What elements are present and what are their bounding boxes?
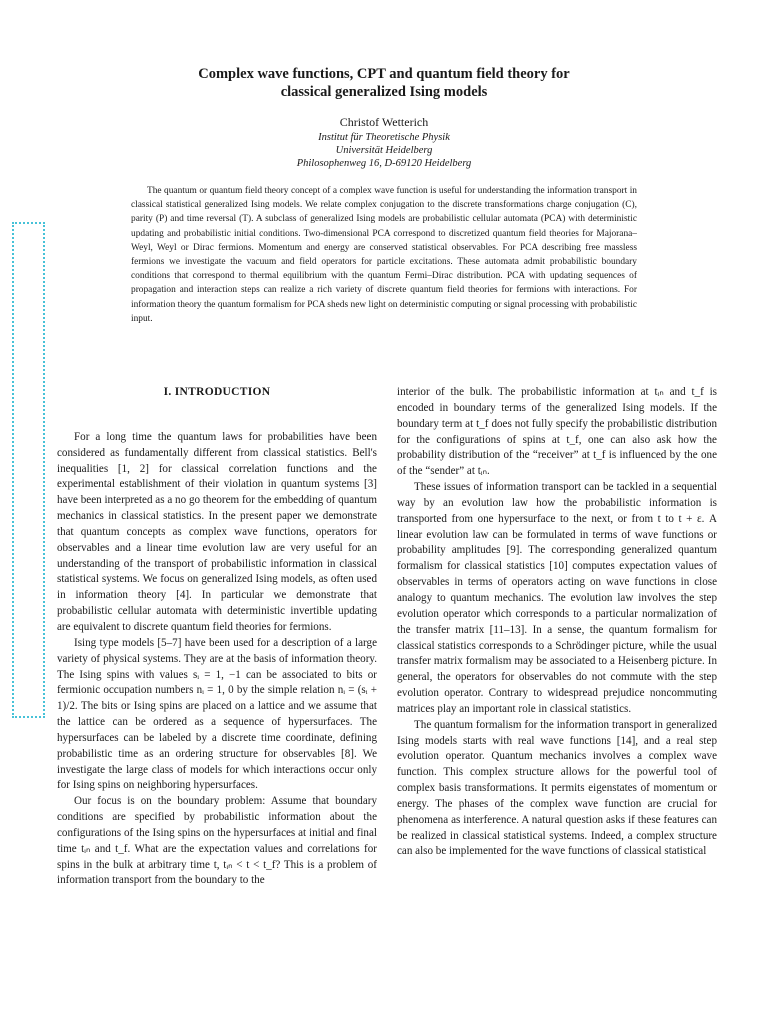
paragraph: Our focus is on the boundary problem: Assume that boundary conditions are specified by probabilistic information about the configurations of the Ising spins on the hypersurfaces at initial and final time tᵢₙ and t_f. What are the expectation values and correlations for spins in the bulk at arbitrary time t, tᵢₙ < t < t_f? This is a problem of information transport from the boundary to the <box>57 795 377 887</box>
affiliation-line-2: Universität Heidelberg <box>335 145 433 156</box>
section-heading: I. INTRODUCTION <box>163 386 271 398</box>
author-name: Christof Wetterich <box>339 115 429 129</box>
affiliation-line-1: Institut für Theoretische Physik <box>318 132 450 143</box>
affiliation-line-3: Philosophenweg 16, D-69120 Heidelberg <box>296 158 472 169</box>
paragraph: interior of the bulk. The probabilistic information at tᵢₙ and t_f is encoded in boundary terms of the generalized Ising models. If the boundary term at t_f does not fully specify the probabilistic distribution for the configurations of spins at t_f, one can also ask how the probability distribution of the “receiver” at t_f is influenced by the one of the “sender” at tᵢₙ. <box>397 386 717 478</box>
right-column <box>397 385 717 860</box>
title-line-1: Complex wave functions, CPT and quantum field theory for <box>198 66 570 82</box>
paper-title <box>110 65 658 101</box>
paragraph: The quantum formalism for the information transport in generalized Ising models starts with real wave functions [14], and a real step evolution operator. Quantum mechanics involves a complex wave function. This complex structure allows for the powerful tool of complex basis transformations. It permits eigenstates of momentum or energy. The phases of the complex wave function are crucial for phenomena as interference. A natural question asks if these features can be realized in classical statistical systems. Indeed, a complex structure can also be implemented for the wave functions of classical statistical <box>397 718 717 858</box>
affiliation <box>110 131 658 170</box>
left-column <box>57 385 377 889</box>
title-line-2: classical generalized Ising models <box>280 84 488 100</box>
paragraph: For a long time the quantum laws for probabilities have been considered as fundamentally different from classical statistics. Bell's inequalities [1, 2] for classical correlation functions and the experimental establishment of their violation in quantum systems [3] have been interpreted as a no go theorem for the embedding of quantum mechanics in classical statistics. In the present paper we demonstrate that quantum concepts as complex wave functions, operators for observables and a linear time evolution law are very useful for an understanding of the transport of probabilistic information in classical statistical systems. We focus on generalized Ising models, as often used in information theory [4]. In particular we demonstrate that probabilistic cellular automata with deterministic invertible updating are equivalent to discrete quantum field theories for fermions. <box>57 430 377 633</box>
link-highlight-frame <box>12 222 45 718</box>
abstract: The quantum or quantum field theory concept of a complex wave function is useful for understanding the information transport in classical statistical generalized Ising models. We relate complex conjugation to the discrete transformations charge conjugation (C), parity (P) and time reversal (T). A subclass of generalized Ising models are probabilistic cellular automata (PCA) with deterministic updating and probabilistic initial conditions. Two-dimensional PCA correspond to discretized quantum field theories for Majorana–Weyl, Weyl or Dirac fermions. Momentum and energy are conserved statistical observables. For PCA describing free massless fermions we investigate the vacuum and field operators for particle excitations. These automata admit probabilistic boundary conditions that correspond to thermal equilibrium with the quantum Fermi–Dirac distribution. PCA with updating sequences of propagation and interaction steps can realize a rich variety of discrete quantum field theories for fermions with interactions. For information theory the quantum formalism for PCA sheds new light on deterministic computing or signal processing with probabilistic input. <box>131 186 637 324</box>
paragraph: These issues of information transport can be tackled in a sequential way by an evolution law how the probabilistic information is transported from one hypersurface to the next, or from t to t + ε. A linear evolution law can be formulated in terms of wave functions or probability amplitudes [9]. The corresponding generalized quantum formalism for classical statistics [10] computes expectation values of observables in terms of operators acting on wave functions in close analogy to quantum mechanics. The evolution law involves the step evolution operator which corresponds to a particular normalization of the transfer matrix [11–13]. In a sense, the quantum formalism for classical statistics corresponds to a Schrödinger picture, while the usual transfer matrix formalism may be associated to a Heisenberg picture. In general, the operators for observables do not commute with the step evolution operator. Contrary to widespread prejudice noncommuting matrices play an important role in classical statistics. <box>397 481 717 715</box>
paragraph: Ising type models [5–7] have been used for a description of a large variety of physical systems. They are at the basis of information theory. The Ising spins with values sᵢ = 1, −1 can be associated to bits or fermionic occupation numbers nᵢ = 1, 0 by the simple relation nᵢ = (sᵢ + 1)/2. The bits or Ising spins are placed on a lattice and we assume that the lattice can be ordered as a sequence of hypersurfaces. The hypersurfaces can be labeled by a discrete time coordinate, defining probabilistic time as an ordering structure for observables [8]. We investigate the large class of models for which interactions occur only for Ising spins on neighboring hypersurfaces. <box>57 636 377 792</box>
